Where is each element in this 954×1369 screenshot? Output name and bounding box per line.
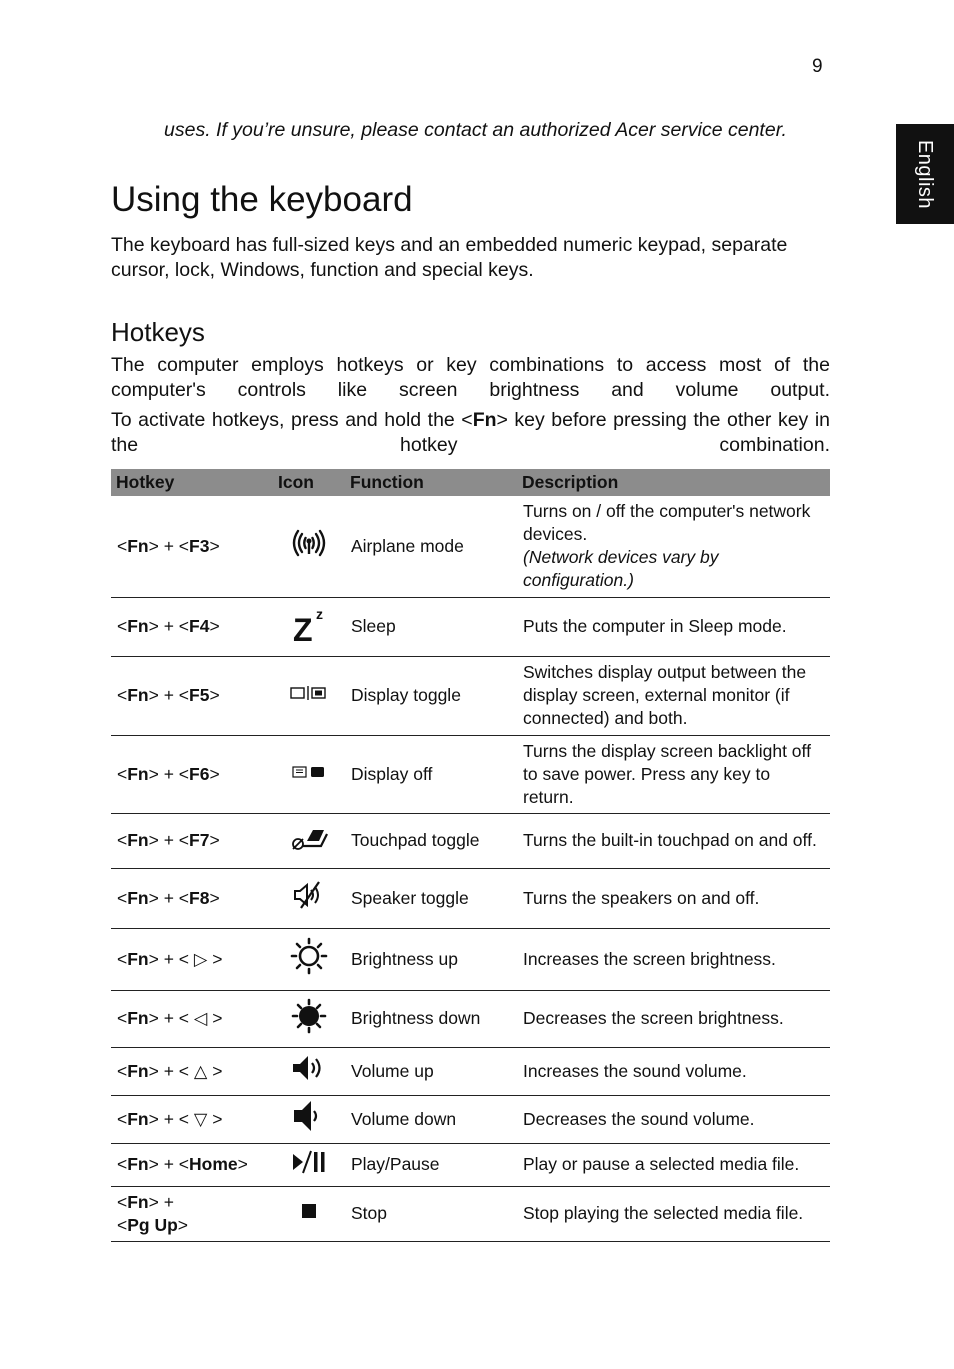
hotkey-cell: <Fn> + <F4> bbox=[111, 597, 273, 656]
icon-cell bbox=[273, 496, 345, 597]
icon-cell bbox=[273, 868, 345, 928]
brightness-up-icon bbox=[289, 937, 329, 981]
function-cell: Touchpad toggle bbox=[345, 813, 517, 868]
hotkeys-table bbox=[111, 469, 830, 1242]
brightness-down-icon bbox=[289, 997, 329, 1041]
icon-cell bbox=[273, 813, 345, 868]
svg-text:z: z bbox=[316, 605, 323, 622]
description-text: Turns on / off the computer's network devices. bbox=[523, 501, 811, 545]
description-text: Turns the display screen backlight off to save power. Press any key to return. bbox=[523, 740, 811, 807]
display-off-icon bbox=[289, 763, 329, 786]
function-cell: Speaker toggle bbox=[345, 868, 517, 928]
function-cell: Display toggle bbox=[345, 656, 517, 735]
description-text: Puts the computer in Sleep mode. bbox=[523, 616, 787, 636]
icon-cell bbox=[273, 1143, 345, 1186]
function-cell: Brightness up bbox=[345, 928, 517, 990]
function-cell: Volume up bbox=[345, 1047, 517, 1095]
description-text: Play or pause a selected media file. bbox=[523, 1154, 800, 1174]
function-cell: Brightness down bbox=[345, 990, 517, 1047]
table-row bbox=[111, 735, 830, 813]
description-cell bbox=[517, 1143, 830, 1186]
language-tab bbox=[896, 124, 954, 224]
description-text: Switches display output between the display screen, external monitor (if connected) and both. bbox=[523, 662, 807, 728]
table-row bbox=[111, 496, 830, 597]
description-note: (Network devices vary by configuration.) bbox=[523, 547, 719, 591]
description-text: Increases the sound volume. bbox=[523, 1060, 747, 1081]
hotkey-cell: <Fn> + < ▷ > bbox=[111, 928, 273, 990]
description-cell bbox=[517, 990, 830, 1047]
table-row bbox=[111, 597, 830, 656]
volume-up-icon bbox=[289, 1052, 329, 1090]
icon-cell bbox=[273, 656, 345, 735]
hotkey-cell: <Fn> + <Pg Up> bbox=[111, 1186, 273, 1241]
page-title: Using the keyboard bbox=[111, 180, 413, 219]
table-row bbox=[111, 1143, 830, 1186]
description-cell bbox=[517, 1095, 830, 1143]
hotkey-cell: <Fn> + < ◁ > bbox=[111, 990, 273, 1047]
section-heading-hotkeys: Hotkeys bbox=[111, 317, 205, 347]
table-row bbox=[111, 1095, 830, 1143]
function-cell: Play/Pause bbox=[345, 1143, 517, 1186]
header-function: Function bbox=[345, 469, 517, 496]
table-header-row bbox=[111, 469, 830, 496]
description-text: Decreases the screen brightness. bbox=[523, 1008, 784, 1028]
table-row bbox=[111, 1047, 830, 1095]
intro-paragraph: The keyboard has full-sized keys and an embedded numeric keypad, separate cursor, lock, Windows, function and special keys. bbox=[111, 234, 788, 281]
volume-down-icon bbox=[289, 1098, 329, 1140]
para2-key: Fn bbox=[472, 409, 497, 431]
table-row bbox=[111, 990, 830, 1047]
description-cell bbox=[517, 813, 830, 868]
description-text: Decreases the sound volume. bbox=[523, 1108, 755, 1129]
hotkey-cell: <Fn> + <F5> bbox=[111, 656, 273, 735]
function-cell: Sleep bbox=[345, 597, 517, 656]
hotkey-cell: <Fn> + <Home> bbox=[111, 1143, 273, 1186]
description-cell bbox=[517, 656, 830, 735]
icon-cell bbox=[273, 1047, 345, 1095]
hotkey-cell: <Fn> + <F7> bbox=[111, 813, 273, 868]
airplane-mode-icon bbox=[289, 528, 329, 564]
icon-cell bbox=[273, 735, 345, 813]
icon-cell bbox=[273, 990, 345, 1047]
header-description: Description bbox=[517, 469, 830, 496]
function-cell: Display off bbox=[345, 735, 517, 813]
icon-cell bbox=[273, 1095, 345, 1143]
description-cell bbox=[517, 496, 830, 597]
play-pause-icon bbox=[289, 1149, 329, 1181]
sleep-icon bbox=[291, 605, 327, 649]
function-cell: Stop bbox=[345, 1186, 517, 1241]
speaker-toggle-icon bbox=[289, 880, 329, 916]
hotkey-cell: <Fn> + < ▽ > bbox=[111, 1095, 273, 1143]
function-cell: Airplane mode bbox=[345, 496, 517, 597]
para2-after: > key before pressing the other key in the hotkey combination. bbox=[111, 409, 830, 456]
description-cell bbox=[517, 1047, 830, 1095]
hotkeys-table-body bbox=[111, 496, 830, 1241]
hotkey-cell: <Fn> + < △ > bbox=[111, 1047, 273, 1095]
stop-icon bbox=[299, 1201, 319, 1227]
table-row bbox=[111, 928, 830, 990]
table-row bbox=[111, 868, 830, 928]
touchpad-toggle-icon bbox=[289, 824, 329, 858]
icon-cell bbox=[273, 928, 345, 990]
description-text: Stop playing the selected media file. bbox=[523, 1203, 804, 1223]
description-cell bbox=[517, 868, 830, 928]
description-text: Increases the screen brightness. bbox=[523, 948, 776, 969]
hotkeys-paragraph-1: The computer employs hotkeys or key combinations to access most of the computer's controls like screen brightness and volume output. bbox=[111, 354, 830, 401]
language-tab-label: English bbox=[914, 139, 937, 209]
function-cell: Volume down bbox=[345, 1095, 517, 1143]
svg-text:Z: Z bbox=[293, 611, 313, 643]
description-text: Turns the built-in touchpad on and off. bbox=[523, 830, 817, 850]
description-cell bbox=[517, 1186, 830, 1241]
description-cell bbox=[517, 735, 830, 813]
header-icon: Icon bbox=[273, 469, 345, 496]
hotkey-cell: <Fn> + <F8> bbox=[111, 868, 273, 928]
display-toggle-icon bbox=[289, 684, 329, 707]
para2-before: To activate hotkeys, press and hold the < bbox=[111, 409, 473, 431]
description-text: Turns the speakers on and off. bbox=[523, 887, 760, 908]
table-row bbox=[111, 813, 830, 868]
description-cell bbox=[517, 928, 830, 990]
table-row bbox=[111, 1186, 830, 1241]
page-number: 9 bbox=[812, 56, 823, 77]
table-row bbox=[111, 656, 830, 735]
hotkey-cell: <Fn> + <F6> bbox=[111, 735, 273, 813]
description-cell bbox=[517, 597, 830, 656]
header-hotkey: Hotkey bbox=[111, 469, 273, 496]
note-text: uses. If you’re unsure, please contact an authorized Acer service center. bbox=[164, 119, 787, 141]
icon-cell bbox=[273, 597, 345, 656]
icon-cell bbox=[273, 1186, 345, 1241]
hotkey-cell: <Fn> + <F3> bbox=[111, 496, 273, 597]
